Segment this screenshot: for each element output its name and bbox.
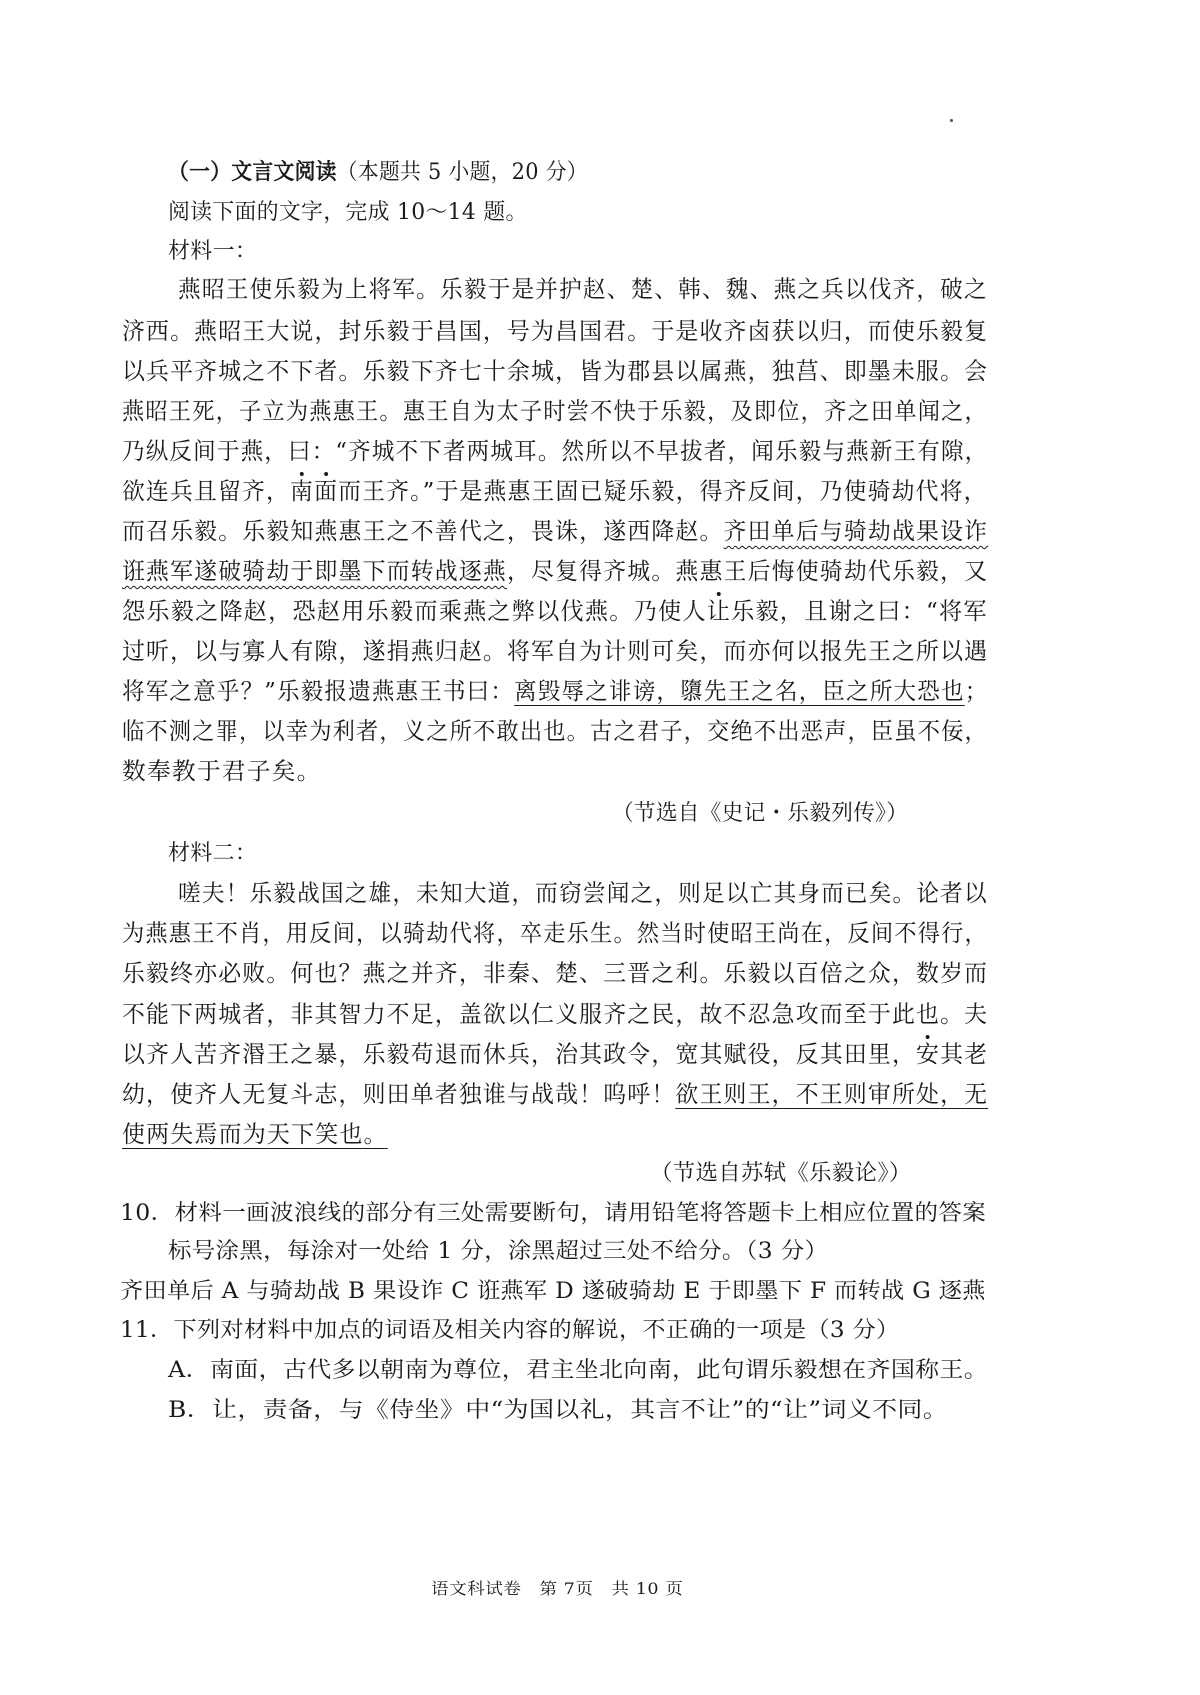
passage-line: 乃纵反间于燕，曰：“齐城不下者两城耳。然所以不早拔者，闻乐毅与燕新王有隙， [122, 437, 989, 465]
section-title: （一）文言文阅读 [168, 159, 337, 185]
question-11-option-a: A．南面，古代多以朝南为尊位，君主坐北向南，此句谓乐毅想在齐国称王。 [168, 1358, 989, 1383]
passage-line: 为燕惠王不肖，用反间，以骑劫代将，卒走乐生。然当时使昭王尚在，反间不得行， [122, 919, 988, 947]
underlined-text: 欲王则王，不王则审所处，无 [675, 1080, 989, 1108]
question-11-option-b: B．让，责备，与《侍坐》中“为国以礼，其言不让”的“让”词义不同。 [168, 1398, 949, 1423]
passage-line: 将军之意乎？”乐毅报遗燕惠王书曰：离毁辱之诽谤，隳先王之名，臣之所大恐也； [122, 677, 989, 705]
wavy-underlined-text: 诳燕军遂破骑劫于即墨下而转战逐燕 [122, 557, 507, 585]
passage-line: 乐毅终亦必败。何也？燕之并齐，非秦、楚、三晋之利。乐毅以百倍之众，数岁而 [122, 959, 989, 987]
question-11-stem: 11．下列对材料中加点的词语及相关内容的解说，不正确的一项是（3 分） [120, 1318, 900, 1343]
question-10-options: 齐田单后 A 与骑劫战 B 果设诈 C 诳燕军 D 遂破骑劫 E 于即墨下 F 而转战 G 逐燕 [120, 1279, 986, 1304]
passage-line: 诳燕军遂破骑劫于即墨下而转战逐燕，尽复得齐城。燕惠王后悔使骑劫代乐毅，又 [122, 557, 989, 585]
dotted-word: 安 [916, 1040, 941, 1068]
underlined-text: 离毁辱之诽谤，隳先王之名，臣之所大恐也 [514, 677, 965, 705]
passage-line: 不能下两城者，非其智力不足，盖欲以仁义服齐之民，故不忍急攻而至于此也。夫 [122, 1000, 989, 1028]
passage-line [122, 1120, 388, 1148]
section-note: （本题共 5 小题，20 分） [336, 160, 588, 185]
passage-line: 燕昭王使乐毅为上将军。乐毅于是并护赵、楚、韩、魏、燕之兵以伐齐，破之 [178, 275, 988, 303]
passage-line: 嗟夫！乐毅战国之雄，未知大道，而窃尝闻之，则足以亡其身而已矣。论者以 [178, 879, 988, 907]
page-footer: 语文科试卷 第 7页 共 10 页 [431, 1579, 684, 1598]
passage-line: 而召乐毅。乐毅知燕惠王之不善代之，畏诛，遂西降赵。齐田单后与骑劫战果设诈 [122, 517, 989, 545]
underlined-text: 使两失焉而为天下笑也。 [122, 1120, 388, 1148]
dotted-word: 让 [706, 597, 732, 625]
passage-line: 欲连兵且留齐，南面而王齐。”于是燕惠王固已疑乐毅，得齐反间，乃使骑劫代将， [122, 477, 988, 505]
material-1-label: 材料一： [168, 239, 258, 264]
material-2-source: （节选自苏轼《乐毅论》） [650, 1161, 912, 1186]
material-2-label: 材料二： [168, 841, 258, 866]
passage-line: 燕昭王死，子立为燕惠王。惠王自为太子时尝不快于乐毅，及即位，齐之田单闻之， [122, 397, 988, 425]
dotted-word: 面 [314, 477, 339, 505]
reading-instruction: 阅读下面的文字，完成 10～14 题。 [168, 200, 528, 225]
scan-speck [950, 119, 953, 122]
material-1-source: （节选自《史记・乐毅列传》） [612, 801, 909, 826]
question-10-line-1: 10．材料一画波浪线的部分有三处需要断句，请用铅笔将答题卡上相应位置的答案 [120, 1201, 987, 1226]
dotted-word: 南 [290, 477, 315, 505]
passage-line: 过听，以与寡人有隙，遂捐燕归赵。将军自为计则可矣，而亦何以报先王之所以遇 [122, 637, 989, 665]
passage-line: 数奉教于君子矣。 [122, 757, 322, 785]
question-10-line-2: 标号涂黑，每涂对一处给 1 分，涂黑超过三处不给分。（3 分） [168, 1239, 829, 1264]
passage-line: 幼，使齐人无复斗志，则田单者独谁与战哉！呜呼！欲王则王，不王则审所处，无 [122, 1080, 989, 1108]
passage-line: 临不测之罪，以幸为利者，义之所不敢出也。古之君子，交绝不出恶声，臣虽不佞， [122, 717, 988, 745]
passage-line: 怨乐毅之降赵，恐赵用乐毅而乘燕之弊以伐燕。乃使人让乐毅，且谢之曰：“将军 [122, 597, 988, 625]
passage-line: 以兵平齐城之不下者。乐毅下齐七十余城，皆为郡县以属燕，独莒、即墨未服。会 [122, 357, 989, 385]
wavy-underlined-text: 齐田单后与骑劫战果设诈 [723, 517, 989, 545]
section-heading [168, 161, 588, 184]
passage-line: 以齐人苦齐湣王之暴，乐毅苟退而休兵，治其政令，宽其赋役，反其田里，安其老 [122, 1040, 989, 1068]
passage-line: 济西。燕昭王大说，封乐毅于昌国，号为昌国君。于是收齐卤获以归，而使乐毅复 [122, 317, 989, 345]
